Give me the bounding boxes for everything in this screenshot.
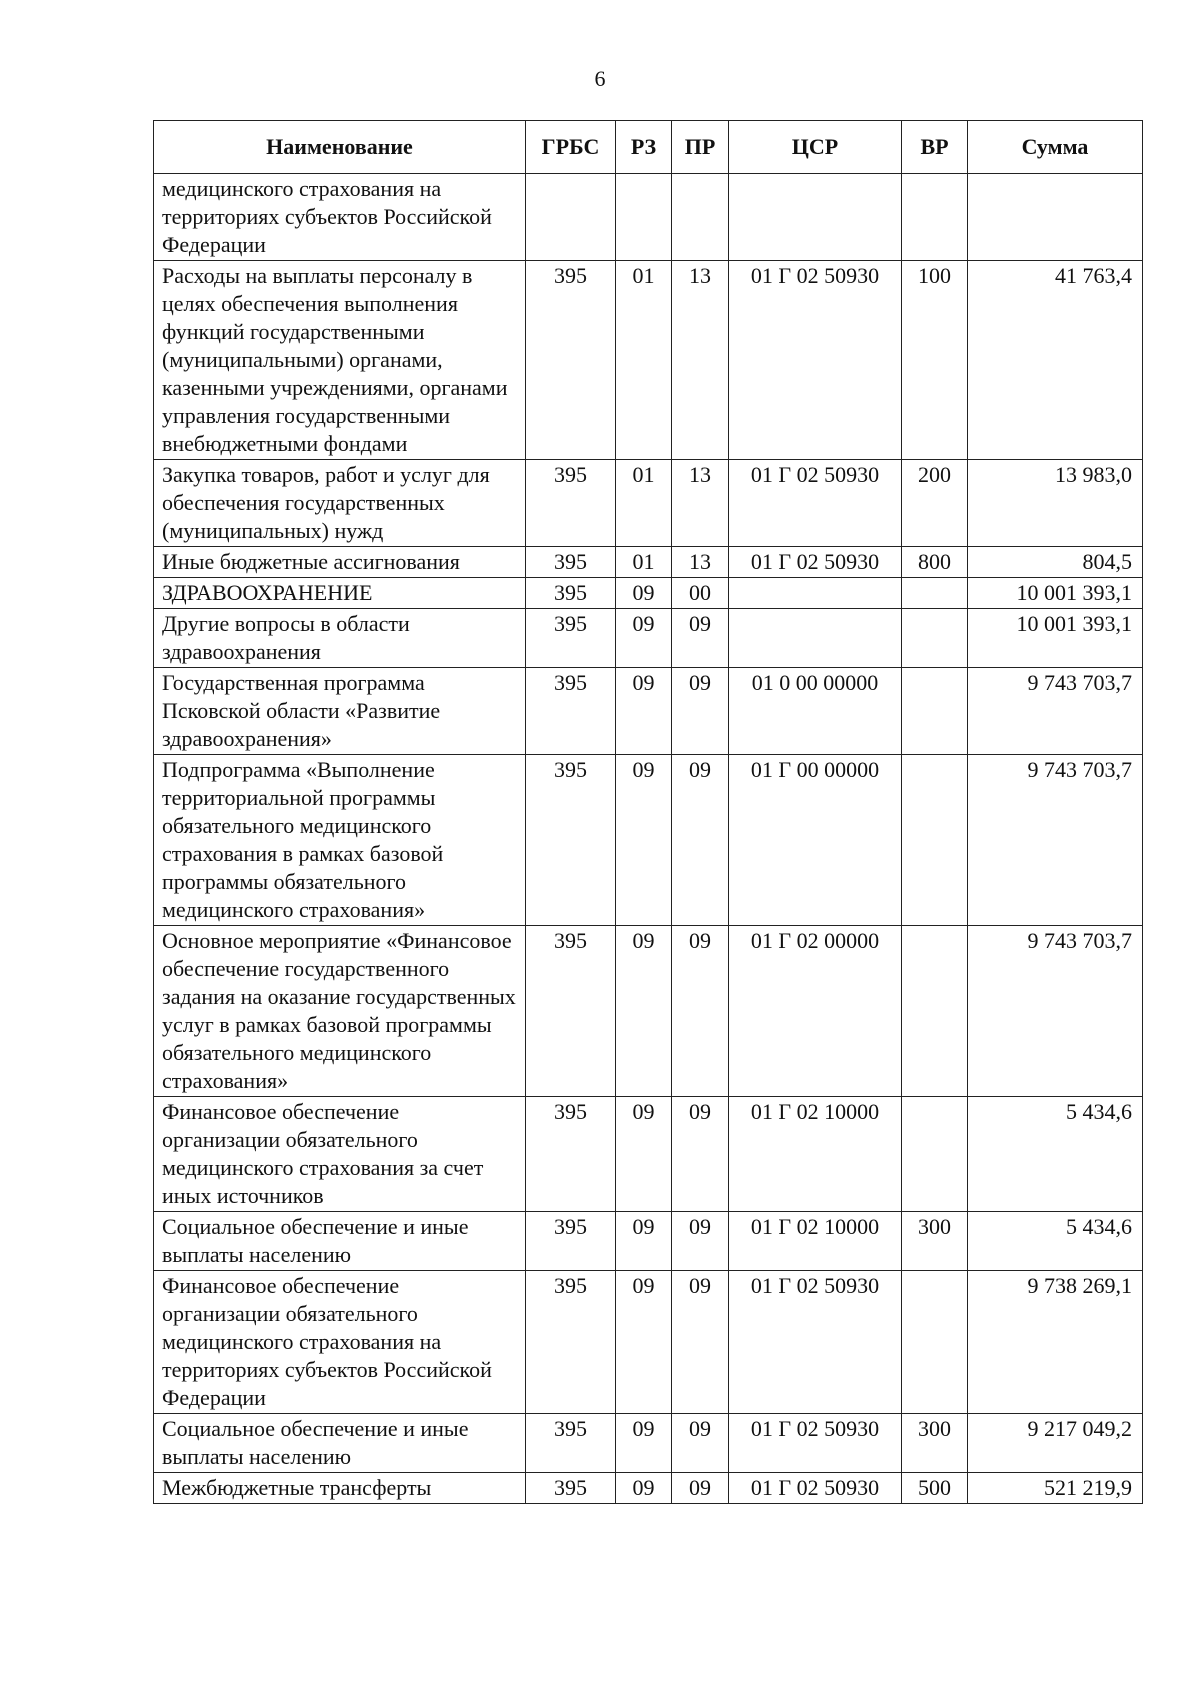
cell-pr: 09: [672, 1097, 729, 1212]
table-row: [154, 460, 1143, 547]
cell-rz: 09: [616, 1473, 672, 1504]
table-header-row: [154, 121, 1143, 174]
cell-name: Социальное обеспечение и иные выплаты населению: [154, 1212, 526, 1271]
cell-csr: 01 Г 02 00000: [729, 926, 902, 1097]
cell-rz: 01: [616, 261, 672, 460]
cell-csr: 01 Г 02 50930: [729, 261, 902, 460]
cell-grbs: 395: [526, 668, 616, 755]
budget-table: [153, 120, 1143, 1504]
cell-vr: [902, 609, 968, 668]
cell-rz: 09: [616, 668, 672, 755]
cell-grbs: 395: [526, 547, 616, 578]
cell-rz: 09: [616, 609, 672, 668]
cell-rz: [616, 174, 672, 261]
cell-grbs: [526, 174, 616, 261]
cell-sum: 9 217 049,2: [968, 1414, 1143, 1473]
header-vr: ВР: [902, 121, 968, 174]
cell-grbs: 395: [526, 1473, 616, 1504]
cell-vr: [902, 1271, 968, 1414]
cell-rz: 09: [616, 1097, 672, 1212]
cell-csr: 01 Г 02 10000: [729, 1097, 902, 1212]
cell-vr: 100: [902, 261, 968, 460]
table-row: [154, 1212, 1143, 1271]
cell-name: медицинского страхования на территориях субъектов Российской Федерации: [154, 174, 526, 261]
cell-pr: [672, 174, 729, 261]
cell-pr: 09: [672, 1473, 729, 1504]
cell-vr: 800: [902, 547, 968, 578]
cell-vr: [902, 578, 968, 609]
cell-pr: 13: [672, 547, 729, 578]
table-row: [154, 261, 1143, 460]
cell-csr: 01 Г 00 00000: [729, 755, 902, 926]
cell-name: Финансовое обеспечение организации обязательного медицинского страхования на территориях субъектов Российской Федерации: [154, 1271, 526, 1414]
cell-pr: 00: [672, 578, 729, 609]
cell-name: Закупка товаров, работ и услуг для обеспечения государственных (муниципальных) нужд: [154, 460, 526, 547]
cell-csr: 01 Г 02 50930: [729, 460, 902, 547]
cell-name: Финансовое обеспечение организации обязательного медицинского страхования за счет иных источников: [154, 1097, 526, 1212]
cell-vr: 200: [902, 460, 968, 547]
table-row: [154, 609, 1143, 668]
table-row: [154, 1414, 1143, 1473]
cell-rz: 09: [616, 1271, 672, 1414]
cell-csr: [729, 609, 902, 668]
cell-sum: [968, 174, 1143, 261]
cell-sum: 804,5: [968, 547, 1143, 578]
header-name: Наименование: [154, 121, 526, 174]
cell-pr: 09: [672, 1271, 729, 1414]
cell-pr: 09: [672, 609, 729, 668]
cell-csr: 01 Г 02 50930: [729, 1414, 902, 1473]
cell-vr: [902, 668, 968, 755]
cell-rz: 09: [616, 1212, 672, 1271]
cell-vr: 300: [902, 1414, 968, 1473]
cell-rz: 01: [616, 460, 672, 547]
cell-name: Межбюджетные трансферты: [154, 1473, 526, 1504]
header-rz: РЗ: [616, 121, 672, 174]
cell-grbs: 395: [526, 609, 616, 668]
cell-sum: 13 983,0: [968, 460, 1143, 547]
table-row: [154, 926, 1143, 1097]
cell-sum: 10 001 393,1: [968, 578, 1143, 609]
cell-rz: 01: [616, 547, 672, 578]
cell-vr: [902, 1097, 968, 1212]
cell-csr: 01 0 00 00000: [729, 668, 902, 755]
table-body: [154, 174, 1143, 1504]
table-row: [154, 1473, 1143, 1504]
cell-name: Другие вопросы в области здравоохранения: [154, 609, 526, 668]
cell-pr: 09: [672, 1212, 729, 1271]
page-number: 6: [594, 66, 606, 91]
table-row: [154, 174, 1143, 261]
cell-sum: 9 743 703,7: [968, 668, 1143, 755]
cell-name: Основное мероприятие «Финансовое обеспечение государственного задания на оказание государственных услуг в рамках базовой программы обязательного медицинского страхования»: [154, 926, 526, 1097]
cell-rz: 09: [616, 926, 672, 1097]
cell-pr: 09: [672, 926, 729, 1097]
header-csr: ЦСР: [729, 121, 902, 174]
table-row: [154, 1097, 1143, 1212]
header-grbs: ГРБС: [526, 121, 616, 174]
cell-rz: 09: [616, 1414, 672, 1473]
header-sum: Сумма: [968, 121, 1143, 174]
cell-vr: [902, 926, 968, 1097]
cell-pr: 09: [672, 755, 729, 926]
cell-name: Государственная программа Псковской области «Развитие здравоохранения»: [154, 668, 526, 755]
cell-sum: 9 743 703,7: [968, 926, 1143, 1097]
cell-pr: 09: [672, 668, 729, 755]
cell-sum: 5 434,6: [968, 1212, 1143, 1271]
cell-grbs: 395: [526, 578, 616, 609]
cell-vr: [902, 174, 968, 261]
cell-sum: 5 434,6: [968, 1097, 1143, 1212]
cell-pr: 13: [672, 460, 729, 547]
table-row: [154, 547, 1143, 578]
cell-sum: 10 001 393,1: [968, 609, 1143, 668]
cell-vr: 300: [902, 1212, 968, 1271]
table-row: [154, 578, 1143, 609]
cell-sum: 9 738 269,1: [968, 1271, 1143, 1414]
cell-csr: 01 Г 02 50930: [729, 1271, 902, 1414]
cell-grbs: 395: [526, 1271, 616, 1414]
cell-pr: 09: [672, 1414, 729, 1473]
cell-grbs: 395: [526, 755, 616, 926]
cell-name: Социальное обеспечение и иные выплаты населению: [154, 1414, 526, 1473]
table-row: [154, 1271, 1143, 1414]
cell-sum: 9 743 703,7: [968, 755, 1143, 926]
cell-vr: 500: [902, 1473, 968, 1504]
cell-csr: [729, 578, 902, 609]
cell-name: Иные бюджетные ассигнования: [154, 547, 526, 578]
cell-sum: 41 763,4: [968, 261, 1143, 460]
cell-name: ЗДРАВООХРАНЕНИЕ: [154, 578, 526, 609]
cell-grbs: 395: [526, 1097, 616, 1212]
cell-grbs: 395: [526, 1212, 616, 1271]
cell-rz: 09: [616, 755, 672, 926]
cell-name: Подпрограмма «Выполнение территориальной программы обязательного медицинского страхования в рамках базовой программы обязательного медицинского страхования»: [154, 755, 526, 926]
cell-grbs: 395: [526, 261, 616, 460]
table-row: [154, 755, 1143, 926]
cell-sum: 521 219,9: [968, 1473, 1143, 1504]
cell-csr: 01 Г 02 10000: [729, 1212, 902, 1271]
cell-grbs: 395: [526, 460, 616, 547]
header-pr: ПР: [672, 121, 729, 174]
cell-name: Расходы на выплаты персоналу в целях обеспечения выполнения функций государственными (муниципальными) органами, казенными учреждениями, органами управления государственными внебюджетными фондами: [154, 261, 526, 460]
cell-rz: 09: [616, 578, 672, 609]
cell-csr: 01 Г 02 50930: [729, 1473, 902, 1504]
cell-pr: 13: [672, 261, 729, 460]
table-row: [154, 668, 1143, 755]
cell-vr: [902, 755, 968, 926]
cell-grbs: 395: [526, 926, 616, 1097]
cell-csr: [729, 174, 902, 261]
cell-grbs: 395: [526, 1414, 616, 1473]
cell-csr: 01 Г 02 50930: [729, 547, 902, 578]
